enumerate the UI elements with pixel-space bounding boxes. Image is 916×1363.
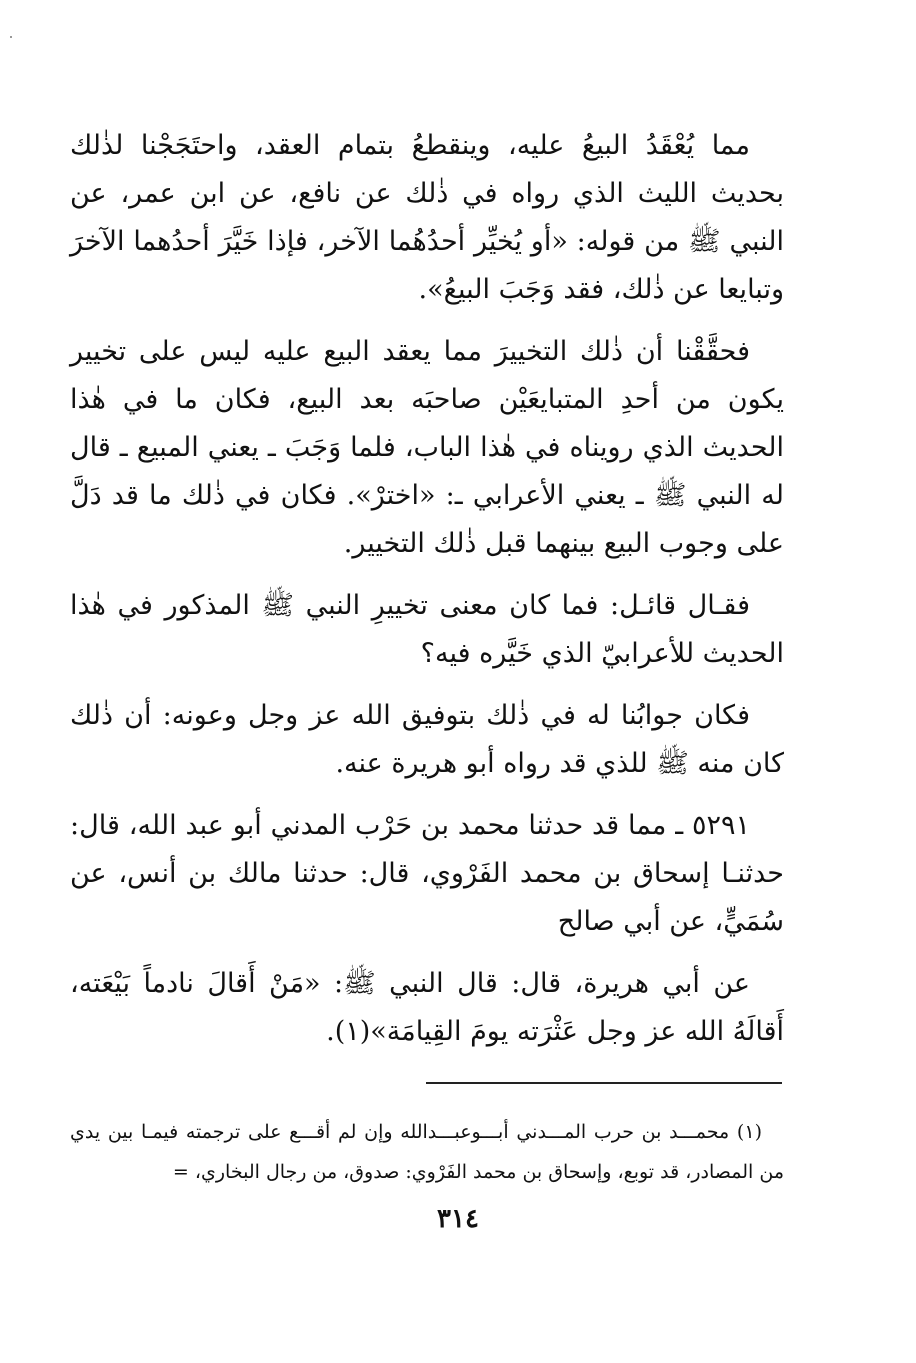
- footnote-1: (١) محمـــد بن حرب المـــدني أبـــوعبـــدالله وإن لم أقـــع على ترجمته فيمـا بين يدي من المصادر، قد توبع، وإسحاق بن محمد الفَرْوي: صدوق، من رجال البخاري، =: [70, 1121, 784, 1183]
- margin-speck: [10, 36, 12, 38]
- footnote-divider: [426, 1082, 782, 1084]
- paragraph-3: فقـال قائـل: فما كان معنى تخييرِ النبي ﷺ المذكور في هٰذا الحديث للأعرابيّ الذي خَيَّره فيه؟: [70, 590, 784, 669]
- page-number: ٣١٤: [437, 1204, 479, 1234]
- paragraph-2: فحقَّقْنا أن ذٰلك التخييرَ مما يعقد البيع عليه ليس على تخيير يكون من أحدِ المتبايعَيْن صاحبَه بعد البيع، فكان ما في هٰذا الحديث الذي رويناه في هٰذا الباب، فلما وَجَبَ ـ يعني المبيع ـ قال له النبي ﷺ ـ يعني الأعرابي ـ: «اخترْ». فكان في ذٰلك ما قد دَلَّ على وجوب البيع بينهما قبل ذٰلك التخيير.: [70, 336, 784, 559]
- footnotes-section: [70, 1112, 784, 1192]
- paragraph-4: فكان جوابُنا له في ذٰلك بتوفيق الله عز وجل وعونه: أن ذٰلك كان منه ﷺ للذي قد رواه أبو هريرة عنه.: [70, 700, 784, 779]
- paragraph-1: مما يُعْقَدُ البيعُ عليه، وينقطعُ بتمام العقد، واحتَجَجْنا لذٰلك بحديث الليث الذي رواه في ذٰلك عن نافع، عن ابن عمر، عن النبي ﷺ من قوله: «أو يُخيِّر أحدُهُما الآخر، فإذا خَيَّرَ أحدُهما الآخرَ وتبايعا عن ذٰلك، فقد وَجَبَ البيعُ».: [70, 130, 784, 305]
- hadith-isnad-paragraph: ٥٢٩١ ـ مما قد حدثنا محمد بن حَرْب المدني أبو عبد الله، قال: حدثنـا إسحاق بن محمد الفَرْوي، قال: حدثنا مالك بن أنس، عن سُمَيٍّ، عن أبي صالح: [70, 810, 784, 937]
- hadith-matn-paragraph: عن أبي هريرة، قال: قال النبي ﷺ: «مَنْ أَقالَ نادماً بَيْعَته، أَقالَهُ الله عز وجل عَثْرَته يومَ القِيامَة»(١).: [70, 968, 784, 1047]
- main-text: [70, 122, 784, 1056]
